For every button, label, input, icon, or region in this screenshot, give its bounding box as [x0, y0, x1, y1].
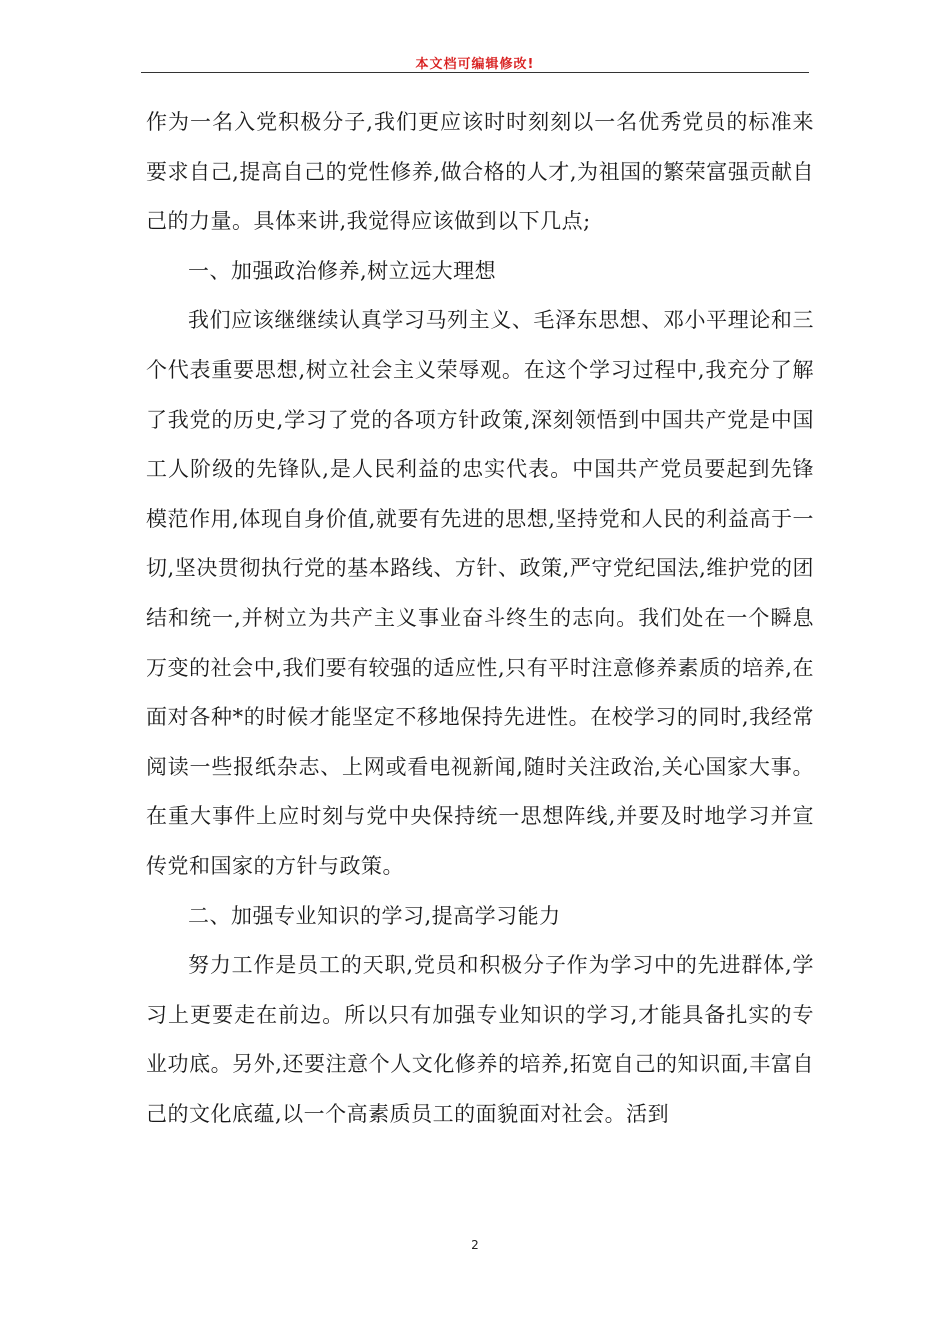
- page-number: 2: [471, 1238, 479, 1252]
- document-body: [146, 98, 814, 1139]
- editable-notice: 本文档可编辑修改!: [415, 57, 535, 72]
- paragraph-politics: 我们应该继继续认真学习马列主义、毛泽东思想、邓小平理论和三个代表重要思想,树立社会主义荣辱观。在这个学习过程中,我充分了解了我党的历史,学习了党的各项方针政策,深刻领悟到中国共产党是中国工人阶级的先锋队,是人民利益的忠实代表。中国共产党员要起到先锋模范作用,体现自身价值,就要有先进的思想,坚持党和人民的利益高于一切,坚决贯彻执行党的基本路线、方针、政策,严守党纪国法,维护党的团结和统一,并树立为共产主义事业奋斗终生的志向。我们处在一个瞬息万变的社会中,我们要有较强的适应性,只有平时注意修养素质的培养,在面对各种*的时候才能坚定不移地保持先进性。在校学习的同时,我经常阅读一些报纸杂志、上网或看电视新闻,随时关注政治,关心国家大事。在重大事件上应时刻与党中央保持统一思想阵线,并要及时地学习并宣传党和国家的方针与政策。: [146, 308, 814, 878]
- section-heading-1: 一、加强政治修养,树立远大理想: [188, 258, 497, 283]
- paragraph-intro: 作为一名入党积极分子,我们更应该时时刻刻以一名优秀党员的标准来要求自己,提高自己的党性修养,做合格的人才,为祖国的繁荣富强贡献自己的力量。具体来讲,我觉得应该做到以下几点;: [146, 110, 814, 234]
- section-heading-2: 二、加强专业知识的学习,提高学习能力: [188, 903, 561, 928]
- paragraph-study: 努力工作是员工的天职,党员和积极分子作为学习中的先进群体,学习上更要走在前边。所以只有加强专业知识的学习,才能具备扎实的专业功底。另外,还要注意个人文化修养的培养,拓宽自己的知识面,丰富自己的文化底蕴,以一个高素质员工的面貌面对社会。活到: [146, 953, 814, 1126]
- header-divider: [141, 72, 809, 73]
